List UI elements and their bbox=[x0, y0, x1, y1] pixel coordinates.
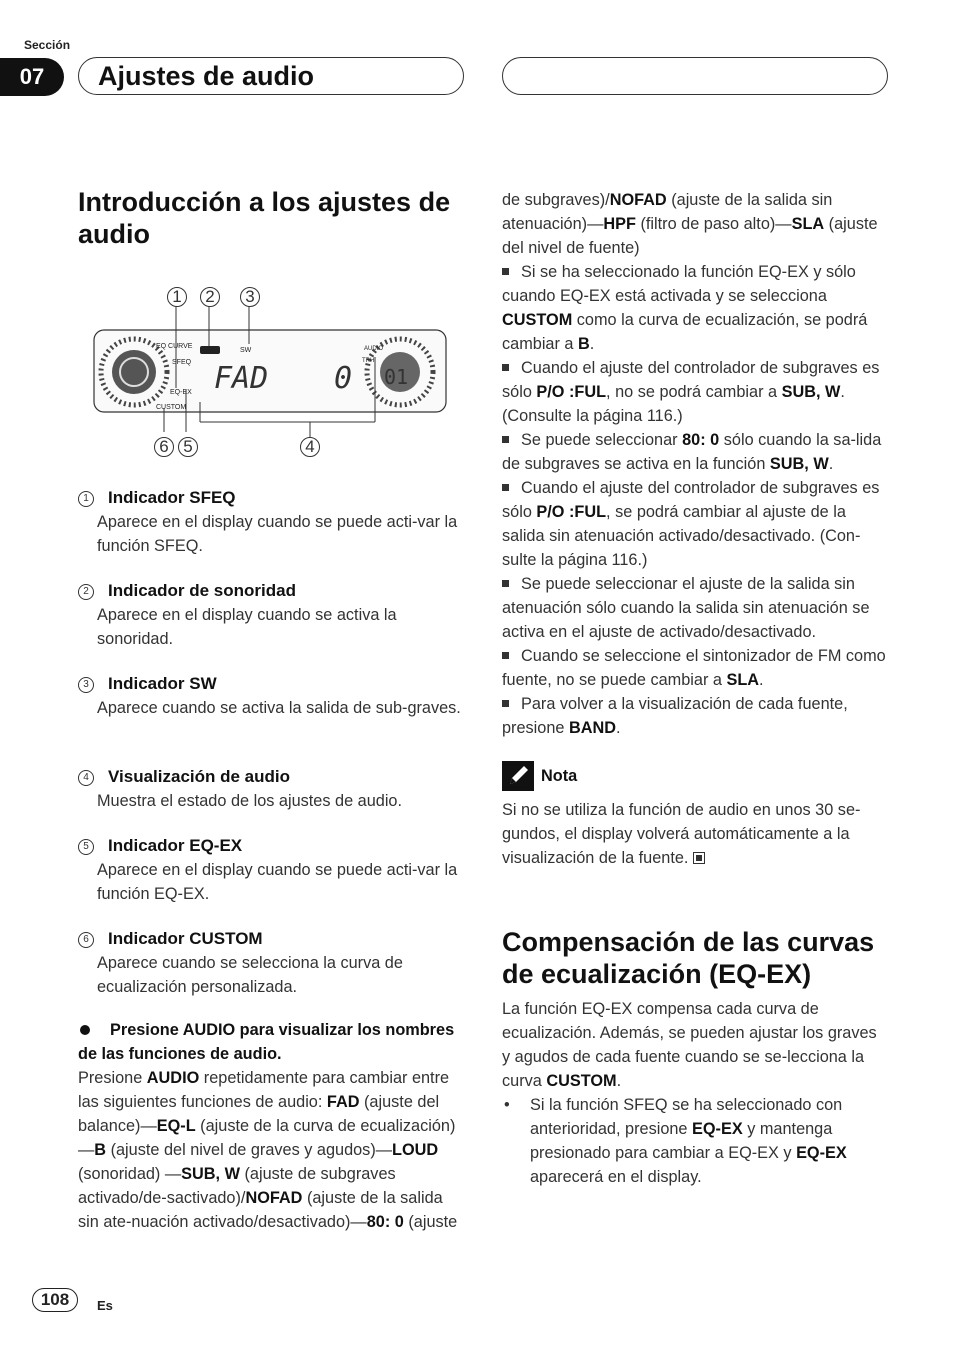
continued-text: de subgraves)/NOFAD (ajuste de la salida sin atenuación)—HPF (filtro de paso alto)—SLA (ajuste del nivel de fuente) bbox=[502, 191, 878, 257]
callout-title: Indicador de sonoridad bbox=[108, 581, 296, 600]
square-bullet-icon bbox=[502, 436, 509, 443]
step-block bbox=[78, 1018, 464, 1234]
sfeq-label: SFEQ bbox=[172, 359, 192, 366]
callout-body: Aparece en el display cuando se puede acti-var la función EQ-EX. bbox=[97, 861, 458, 903]
callout-item: 4 Visualización de audio Muestra el estado de los ajustes de audio. bbox=[78, 765, 468, 834]
header-blank-frame bbox=[502, 57, 888, 95]
callout-body: Aparece cuando se selecciona la curva de ecualización personalizada. bbox=[97, 954, 403, 996]
callout-marker-5: 5 bbox=[178, 437, 198, 457]
tone-display: 01 bbox=[384, 365, 409, 389]
callout-title: Indicador EQ-EX bbox=[108, 836, 243, 855]
list-item: Para volver a la visualización de cada fuente, presione BAND. bbox=[502, 695, 848, 737]
eq-curve-label: EQ CURVE bbox=[156, 343, 193, 350]
list-item: Cuando el ajuste del controlador de subgraves es sólo P/O :FUL, se podrá cambiar al ajuste de la salida sin atenuación activado/desactivado. (Con-sulte la página 116.) bbox=[502, 479, 880, 569]
display-diagram bbox=[90, 282, 450, 462]
callout-body: Aparece en el display cuando se puede acti-var la función SFEQ. bbox=[97, 513, 458, 555]
callout-marker-6: 6 bbox=[154, 437, 174, 457]
callout-marker-2: 2 bbox=[200, 287, 220, 307]
section-heading: Compensación de las curvas de ecualización (EQ-EX) bbox=[502, 927, 875, 989]
custom-label: CUSTOM bbox=[156, 404, 187, 411]
list-item: Se puede seleccionar el ajuste de la salida sin atenuación sólo cuando la salida sin atenuación se activa en el ajuste de activado/desactivado. bbox=[502, 575, 870, 641]
square-bullet-icon bbox=[502, 652, 509, 659]
trh-label: TRH bbox=[362, 358, 375, 364]
value-display: 0 bbox=[334, 361, 353, 396]
callout-title: Indicador SFEQ bbox=[108, 488, 236, 507]
callout-marker-1: 1 bbox=[167, 287, 187, 307]
square-bullet-icon bbox=[502, 364, 509, 371]
paragraph: La función EQ-EX compensa cada curva de ecualización. Además, se pueden ajustar los graves y agudos de cada fuente cuando se se-lecciona la curva CUSTOM. bbox=[502, 1000, 877, 1090]
fad-display: FAD bbox=[214, 361, 269, 396]
bullet-icon: • bbox=[504, 1096, 510, 1114]
list-item: Cuando se seleccione el sintonizador de FM como fuente, no se puede cambiar a SLA. bbox=[502, 647, 886, 689]
note-pencil-icon bbox=[502, 761, 534, 791]
end-square-icon bbox=[693, 852, 705, 864]
callout-body: Muestra el estado de los ajustes de audio. bbox=[97, 792, 403, 810]
section-label: Sección bbox=[24, 38, 71, 52]
list-item: Cuando el ajuste del controlador de subgraves es sólo P/O :FUL, no se podrá cambiar a SUB, W. (Consulte la página 116.) bbox=[502, 359, 880, 425]
section-number: 07 bbox=[0, 58, 64, 96]
callout-item: 5 Indicador EQ-EX Aparece en el display cuando se puede acti-var la función EQ-EX. bbox=[78, 834, 468, 927]
square-bullet-icon bbox=[502, 580, 509, 587]
note-label: Nota bbox=[541, 767, 578, 785]
callout-body: Aparece cuando se activa la salida de sub-graves. bbox=[97, 699, 461, 717]
list-item: • Si la función SFEQ se ha seleccionado con anterioridad, presione EQ-EX y mantenga presionado para cambiar a EQ-EX y EQ-EX aparecerá en el display. bbox=[502, 1093, 888, 1189]
callout-item: 2 Indicador de sonoridad Aparece en el display cuando se activa la sonoridad. bbox=[78, 579, 468, 672]
eq-ex-label: EQ-EX bbox=[170, 389, 192, 396]
language-code: Es bbox=[97, 1298, 113, 1313]
bullet-dot-icon bbox=[80, 1025, 90, 1035]
callout-body: Aparece en el display cuando se activa la sonoridad. bbox=[97, 606, 397, 648]
square-bullet-icon bbox=[502, 484, 509, 491]
callout-title: Indicador CUSTOM bbox=[108, 929, 263, 948]
callout-title: Visualización de audio bbox=[108, 767, 291, 786]
sw-label: SW bbox=[240, 347, 252, 354]
section-title: Ajustes de audio bbox=[98, 61, 315, 91]
audio-label: AUDIO bbox=[364, 346, 384, 352]
list-item: Si se ha seleccionado la función EQ-EX y sólo cuando EQ-EX está activada y se selecciona CUSTOM como la curva de ecualización, se podrá cambiar a B. bbox=[502, 263, 868, 353]
callout-marker-4: 4 bbox=[300, 437, 320, 457]
callout-item: 6 Indicador CUSTOM Aparece cuando se selecciona la curva de ecualización personalizada. bbox=[78, 927, 468, 1020]
callout-item: 3 Indicador SW Aparece cuando se activa la salida de sub-graves. bbox=[78, 672, 468, 765]
notes-list bbox=[502, 260, 888, 740]
note-body: Si no se utiliza la función de audio en unos 30 se-gundos, el display volverá automáticamente a la visualización de la fuente. bbox=[502, 801, 861, 867]
square-bullet-icon bbox=[502, 700, 509, 707]
step-title: Presione AUDIO para visualizar los nombres de las funciones de audio. bbox=[78, 1021, 455, 1063]
callout-item: 1 Indicador SFEQ Aparece en el display cuando se puede acti-var la función SFEQ. bbox=[78, 486, 468, 579]
step-text: Presione AUDIO repetidamente para cambiar entre las siguientes funciones de audio: FAD (ajuste del balance)—EQ-L (ajuste de la curva de ecualización)—B (ajuste del nivel de graves y agudos)—LOUD (sonoridad) —SUB, W (ajuste de subgraves activado/de-sactivado)/NOFAD (ajuste de la salida sin ate-nuación activado/desactivado)—80: 0 (ajuste bbox=[78, 1069, 458, 1231]
callout-list bbox=[78, 486, 468, 1020]
page-number: 108 bbox=[32, 1288, 78, 1312]
list-item: Se puede seleccionar 80: 0 sólo cuando la sa-lida de subgraves se activa en la función SUB, W. bbox=[502, 431, 882, 473]
callout-marker-3: 3 bbox=[240, 287, 260, 307]
square-bullet-icon bbox=[502, 268, 509, 275]
page-heading: Introducción a los ajustes de audio bbox=[78, 187, 451, 249]
callout-title: Indicador SW bbox=[108, 674, 217, 693]
